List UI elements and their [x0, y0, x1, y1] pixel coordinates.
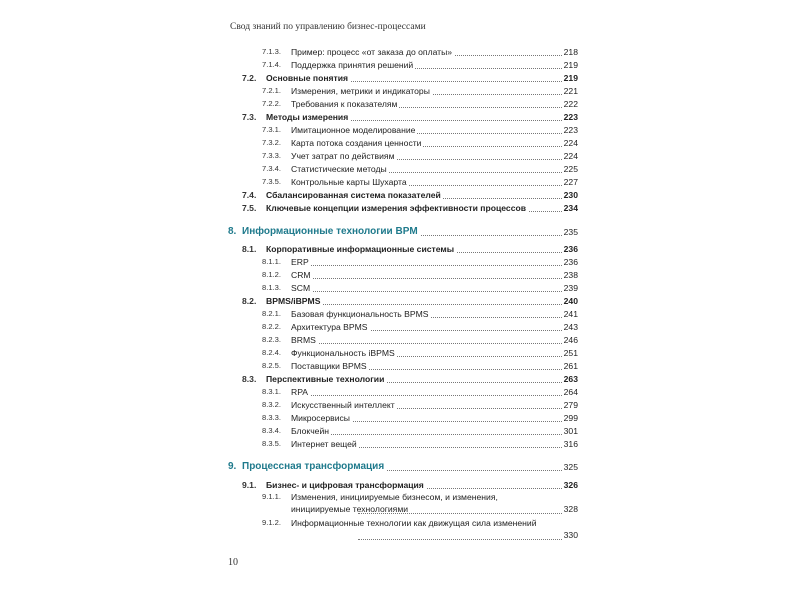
toc-entry-page: 239 — [563, 283, 578, 293]
toc-entry-title: SCM — [291, 283, 311, 293]
toc-entry[interactable] — [218, 149, 598, 163]
toc-entry-number: 9.1. — [242, 480, 257, 490]
toc-entry-title: Требования к показателям — [291, 99, 398, 109]
toc-entry-title: Имитационное моделирование — [291, 125, 416, 135]
toc-entry[interactable] — [218, 320, 598, 334]
toc-entry[interactable] — [218, 307, 598, 321]
toc-entry-page: 225 — [563, 164, 578, 174]
toc-entry-title: Бизнес- и цифровая трансформация — [266, 480, 424, 490]
toc-entry[interactable] — [218, 97, 598, 111]
toc-entry-page: 218 — [563, 47, 578, 57]
toc-entry[interactable] — [218, 437, 598, 451]
toc-entry[interactable] — [218, 136, 598, 150]
toc-entry-title: Карта потока создания ценности — [291, 138, 422, 148]
toc-entry-number: 8.1.1. — [262, 257, 281, 266]
toc-entry-page: 236 — [563, 244, 578, 254]
toc-entry-title: Интернет вещей — [291, 439, 357, 449]
toc-entry-title: Учет затрат по действиям — [291, 151, 395, 161]
toc-entry-title: Корпоративные информационные системы — [266, 244, 455, 254]
toc-entry[interactable] — [218, 398, 598, 412]
toc-entry-title: Перспективные технологии — [266, 374, 385, 384]
toc-entry-number: 8.2. — [242, 296, 257, 306]
toc-chapter-number: 8. — [228, 226, 237, 237]
toc-entry-title: Пример: процесс «от заказа до оплаты» — [291, 47, 453, 57]
toc-entry-title: Сбалансированная система показателей — [266, 190, 441, 200]
toc-entry[interactable] — [218, 175, 598, 189]
toc-entry-title: BRMS — [291, 335, 316, 345]
toc-entry-title: Ключевые концепции измерения эффективности процессов — [266, 203, 527, 213]
toc-entry-number: 8.2.1. — [262, 309, 281, 318]
toc-entry-number: 8.2.2. — [262, 322, 281, 331]
toc-chapter-page: 235 — [563, 224, 578, 240]
toc-entry[interactable] — [218, 45, 598, 59]
toc-entry-page: 328 — [563, 504, 578, 514]
toc-entry-page: 227 — [563, 177, 578, 187]
toc-entry-number: 7.3.5. — [262, 177, 281, 186]
toc-entry-title: Основные понятия — [266, 73, 349, 83]
toc-entry[interactable] — [218, 188, 598, 202]
toc-entry-title: Блокчейн — [291, 426, 329, 436]
running-head: Свод знаний по управлению бизнес-процессами — [230, 22, 426, 32]
toc-entry-title: Искусственный интеллект — [291, 400, 395, 410]
toc-entry[interactable] — [218, 517, 598, 543]
toc-entry-number: 8.3.4. — [262, 426, 281, 435]
toc-entry-number: 7.3.4. — [262, 164, 281, 173]
toc-entry-page: 223 — [563, 125, 578, 135]
toc-entry-page: 316 — [563, 439, 578, 449]
table-of-contents — [218, 0, 598, 600]
toc-entry-number: 7.3.3. — [262, 151, 281, 160]
toc-entry-number: 7.2.2. — [262, 99, 281, 108]
toc-entry-number: 7.3.1. — [262, 125, 281, 134]
toc-entry[interactable] — [218, 58, 598, 72]
toc-entry-number: 8.1.3. — [262, 283, 281, 292]
toc-chapter[interactable] — [218, 224, 598, 240]
toc-entry-page: 326 — [563, 480, 578, 490]
toc-entry-page: 230 — [563, 190, 578, 200]
toc-entry-number: 8.3.1. — [262, 387, 281, 396]
toc-entry-title: Поставщики BPMS — [291, 361, 367, 371]
toc-entry-title: Поддержка принятия решений — [291, 60, 414, 70]
toc-entry-number: 8.1.2. — [262, 270, 281, 279]
toc-entry-number: 8.3.3. — [262, 413, 281, 422]
toc-chapter-title: Процессная трансформация — [242, 459, 386, 475]
toc-entry-page: 223 — [563, 112, 578, 122]
toc-entry-title: Статистические методы — [291, 164, 387, 174]
toc-entry-page: 330 — [563, 530, 578, 540]
toc-entry[interactable] — [218, 71, 598, 85]
toc-entry-page: 246 — [563, 335, 578, 345]
toc-chapter-number: 9. — [228, 461, 237, 472]
toc-entry-page: 219 — [563, 60, 578, 70]
toc-entry-number: 7.1.4. — [262, 60, 281, 69]
toc-entry-number: 8.3.5. — [262, 439, 281, 448]
toc-chapter-title: Информационные технологии BPM — [242, 224, 420, 240]
toc-entry[interactable] — [218, 491, 598, 517]
toc-entry-number: 9.1.2. — [262, 518, 281, 527]
toc-entry-title: ERP — [291, 257, 309, 267]
toc-entry-number: 7.3.2. — [262, 138, 281, 147]
toc-entry-number: 8.2.3. — [262, 335, 281, 344]
toc-entry[interactable] — [218, 281, 598, 295]
toc-entry-title: Информационные технологии как движущая сила изменений — [291, 518, 537, 528]
toc-entry[interactable] — [218, 294, 598, 308]
toc-entry[interactable] — [218, 84, 598, 98]
toc-entry-number: 7.2. — [242, 73, 257, 83]
page-number: 10 — [228, 557, 238, 568]
toc-entry-number: 7.5. — [242, 203, 257, 213]
book-page — [218, 0, 598, 600]
toc-entry-number: 9.1.1. — [262, 492, 281, 501]
toc-entry-page: 240 — [563, 296, 578, 306]
toc-entry-number: 8.2.5. — [262, 361, 281, 370]
toc-entry-title: Методы измерения — [266, 112, 349, 122]
toc-entry-title: Базовая функциональность BPMS — [291, 309, 429, 319]
toc-entry-page: 224 — [563, 151, 578, 161]
toc-entry-title: Функциональность iBPMS — [291, 348, 395, 358]
toc-chapter[interactable] — [218, 459, 598, 475]
toc-entry[interactable] — [218, 372, 598, 386]
toc-entry-page: 224 — [563, 138, 578, 148]
toc-entry-number: 7.1.3. — [262, 47, 281, 56]
toc-entry-page: 219 — [563, 73, 578, 83]
toc-entry-title: Изменения, инициируемые бизнесом, и изменения, инициируемые технологиями — [291, 492, 498, 514]
toc-entry[interactable] — [218, 359, 598, 373]
toc-entry-number: 8.1. — [242, 244, 257, 254]
toc-entry[interactable] — [218, 411, 598, 425]
toc-entry-page: 261 — [563, 361, 578, 371]
toc-entry-page: 241 — [563, 309, 578, 319]
toc-entry-page: 279 — [563, 400, 578, 410]
toc-entry[interactable] — [218, 268, 598, 282]
toc-entry[interactable] — [218, 346, 598, 360]
toc-entry-page: 222 — [563, 99, 578, 109]
toc-entry[interactable] — [218, 255, 598, 269]
toc-entry[interactable] — [218, 201, 598, 215]
toc-entry-number: 8.3. — [242, 374, 257, 384]
toc-entry-title: BPMS/iBPMS — [266, 296, 321, 306]
toc-entry-number: 8.3.2. — [262, 400, 281, 409]
toc-entry-page: 301 — [563, 426, 578, 436]
toc-entry-title: CRM — [291, 270, 311, 280]
toc-entry[interactable] — [218, 333, 598, 347]
toc-entry-page: 251 — [563, 348, 578, 358]
toc-entry[interactable] — [218, 110, 598, 124]
toc-entry[interactable] — [218, 385, 598, 399]
toc-entry-page: 236 — [563, 257, 578, 267]
toc-entry-page: 238 — [563, 270, 578, 280]
toc-entry[interactable] — [218, 162, 598, 176]
toc-entry[interactable] — [218, 242, 598, 256]
toc-entry-title: Измерения, метрики и индикаторы — [291, 86, 430, 96]
toc-entry-page: 263 — [563, 374, 578, 384]
toc-entry-page: 264 — [563, 387, 578, 397]
toc-entry-number: 7.4. — [242, 190, 257, 200]
toc-entry[interactable] — [218, 424, 598, 438]
toc-entry-page: 243 — [563, 322, 578, 332]
toc-entry-title: RPA — [291, 387, 309, 397]
toc-entry-title: Контрольные карты Шухарта — [291, 177, 407, 187]
toc-entry-page: 299 — [563, 413, 578, 423]
toc-entry-number: 8.2.4. — [262, 348, 281, 357]
toc-entry[interactable] — [218, 478, 598, 492]
toc-chapter-page: 325 — [563, 459, 578, 475]
toc-entry-title: Архитектура BPMS — [291, 322, 368, 332]
toc-entry-page: 221 — [563, 86, 578, 96]
toc-entry[interactable] — [218, 123, 598, 137]
toc-entry-page: 234 — [563, 203, 578, 213]
toc-entry-number: 7.3. — [242, 112, 257, 122]
toc-entry-title: Микросервисы — [291, 413, 350, 423]
toc-entry-number: 7.2.1. — [262, 86, 281, 95]
